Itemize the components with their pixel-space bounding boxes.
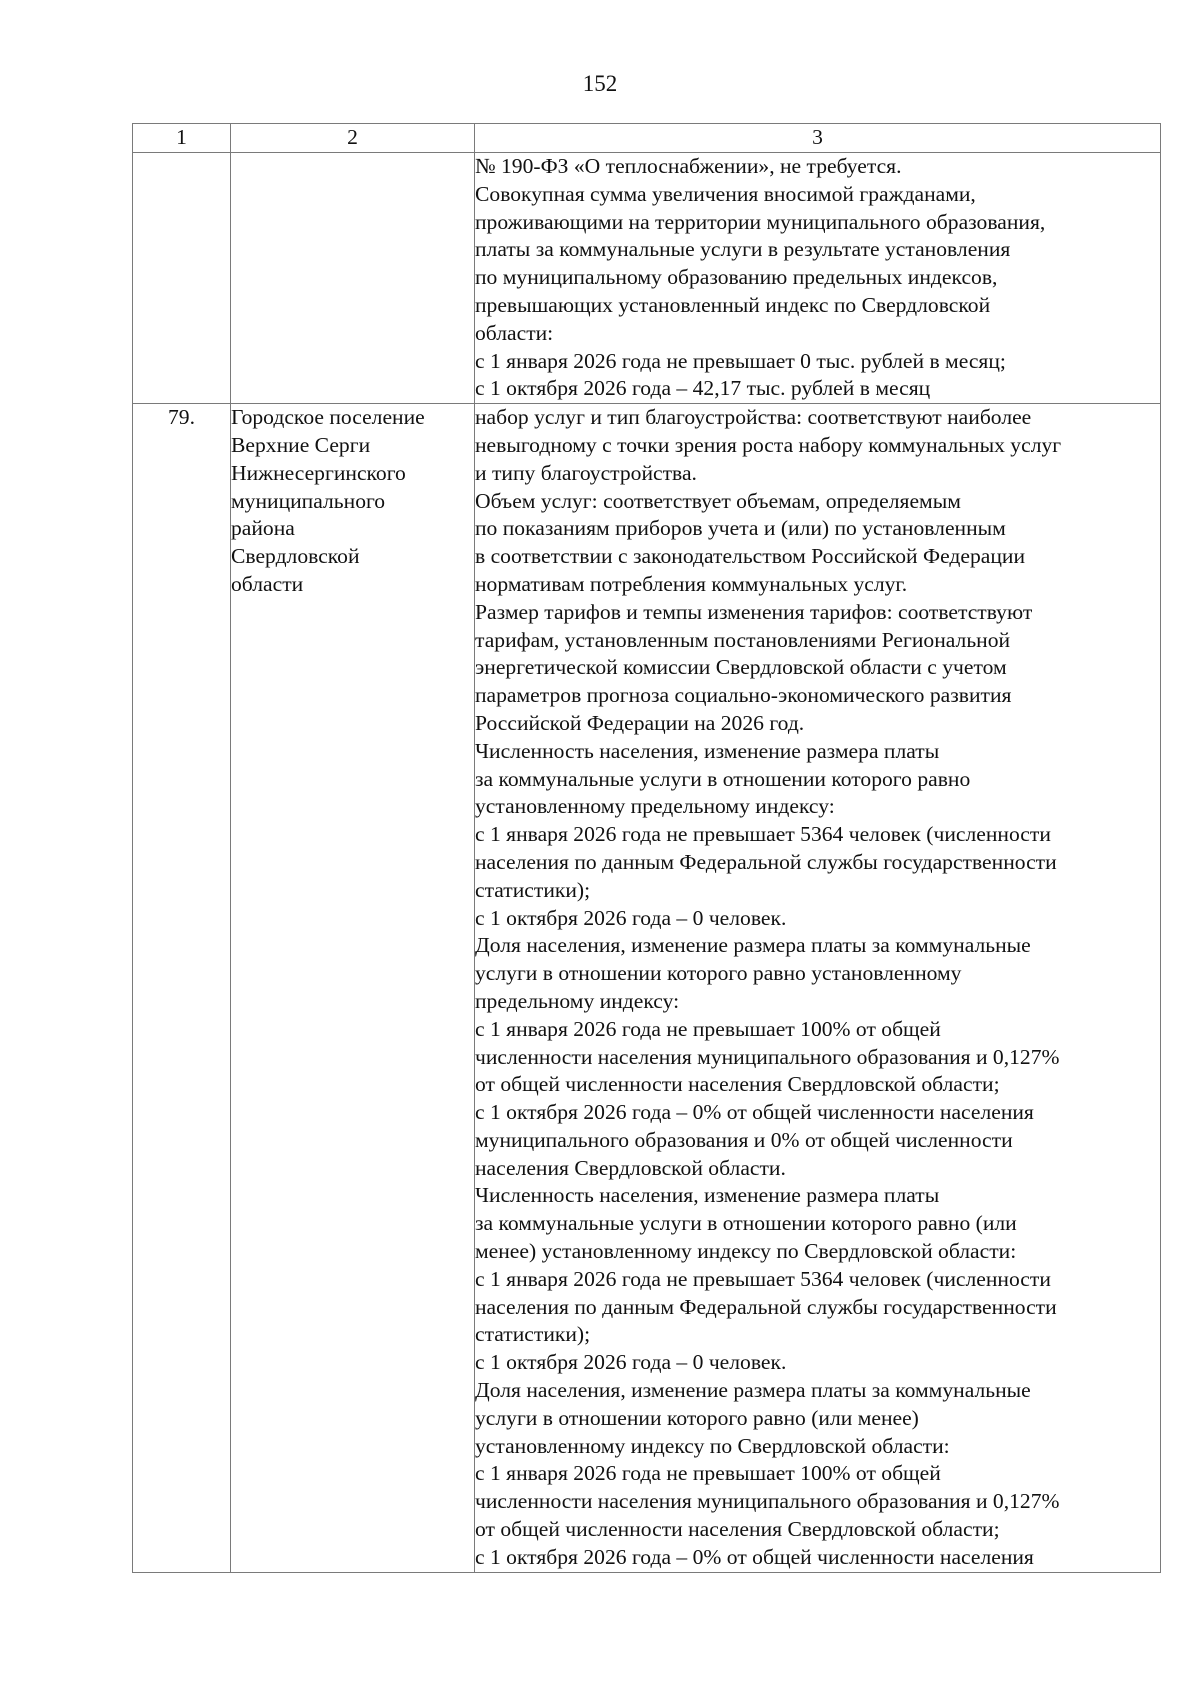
text-line: Объем услуг: соответствует объемам, определяемым: [475, 488, 961, 513]
text-line: с 1 января 2026 года не превышает 0 тыс. рублей в месяц;: [475, 348, 1006, 373]
text-line: по муниципальному образованию предельных индексов,: [475, 265, 998, 290]
text-line: № 190-ФЗ «О теплоснабжении», не требуется.: [475, 154, 902, 178]
text-line: с 1 октября 2026 года – 42,17 тыс. рублей в месяц: [475, 376, 931, 401]
text-line: с 1 октября 2026 года – 0% от общей численности населения: [475, 1100, 1034, 1125]
text-line: за коммунальные услуги в отношении которого равно (или: [475, 1211, 1017, 1236]
text-line: проживающими на территории муниципального образования,: [475, 209, 1046, 234]
text-line: набор услуг и тип благоустройства: соответствуют наиболее: [475, 405, 1032, 430]
column-header-3: 3: [475, 124, 1161, 153]
table-row-79: [133, 404, 1161, 1572]
text-line: населения Свердловской области.: [475, 1155, 786, 1180]
text-line: услуги в отношении которого равно (или менее): [475, 1405, 919, 1430]
municipality-name-cell: [231, 404, 475, 1572]
continuation-text-cell: [475, 153, 1161, 404]
text-line: установленному индексу по Свердловской области:: [475, 1433, 950, 1458]
text-line: превышающих установленный индекс по Свердловской: [475, 292, 991, 317]
text-line: с 1 октября 2026 года – 0 человек.: [475, 905, 787, 930]
column-header-2: 2: [231, 124, 475, 153]
text-line: статистики);: [475, 1322, 591, 1347]
text-line: населения по данным Федеральной службы государственности: [475, 1294, 1057, 1319]
text-line: численности населения муниципального образования и 0,127%: [475, 1044, 1060, 1069]
text-line: Размер тарифов и темпы изменения тарифов: соответствуют: [475, 599, 1033, 624]
municipality-name-line: муниципального: [231, 488, 386, 513]
text-line: Численность населения, изменение размера платы: [475, 1183, 940, 1208]
table-header-row: [133, 124, 1161, 153]
municipality-name-line: Городское поселение: [231, 405, 425, 430]
text-line: за коммунальные услуги в отношении которого равно: [475, 766, 971, 791]
text-line: от общей численности населения Свердловской области;: [475, 1072, 1000, 1097]
row-79-text-cell: [475, 404, 1161, 1572]
text-line: Доля населения, изменение размера платы за коммунальные: [475, 933, 1031, 958]
text-line: и типу благоустройства.: [475, 460, 697, 485]
text-line: энергетической комиссии Свердловской области с учетом: [475, 655, 1007, 680]
text-line: от общей численности населения Свердловской области;: [475, 1517, 1000, 1542]
text-line: Российской Федерации на 2026 год.: [475, 710, 805, 735]
text-line: Численность населения, изменение размера платы: [475, 738, 940, 763]
column-header-1: 1: [133, 124, 231, 153]
page-number: 152: [582, 71, 618, 96]
text-line: муниципального образования и 0% от общей численности: [475, 1127, 1013, 1152]
municipality-name-line: Верхние Серги: [231, 432, 371, 457]
continuation-number-cell: [133, 153, 231, 404]
text-line: параметров прогноза социально-экономического развития: [475, 683, 1012, 708]
document-table: [132, 123, 1161, 1573]
text-line: с 1 января 2026 года не превышает 5364 человек (численности: [475, 822, 1051, 847]
municipality-name-line: Нижнесергинского: [231, 460, 406, 485]
text-line: платы за коммунальные услуги в результате установления: [475, 237, 1011, 262]
text-line: населения по данным Федеральной службы государственности: [475, 849, 1057, 874]
table-row-continuation: [133, 153, 1161, 404]
text-line: невыгодному с точки зрения роста набору коммунальных услуг: [475, 432, 1062, 457]
text-line: Совокупная сумма увеличения вносимой гражданами,: [475, 181, 976, 206]
text-line: с 1 января 2026 года не превышает 100% от общей: [475, 1016, 941, 1041]
text-line: менее) установленному индексу по Свердловской области:: [475, 1239, 1017, 1264]
text-line: Доля населения, изменение размера платы за коммунальные: [475, 1378, 1031, 1403]
text-line: с 1 января 2026 года не превышает 5364 человек (численности: [475, 1266, 1051, 1291]
text-line: с 1 октября 2026 года – 0% от общей численности населения: [475, 1544, 1034, 1569]
municipality-name-line: области: [231, 571, 304, 596]
text-line: по показаниям приборов учета и (или) по установленным: [475, 516, 1006, 541]
text-line: статистики);: [475, 877, 591, 902]
text-line: с 1 января 2026 года не превышает 100% от общей: [475, 1461, 941, 1486]
continuation-name-cell: [231, 153, 475, 404]
text-line: предельному индексу:: [475, 988, 680, 1013]
municipality-name-line: Свердловской: [231, 544, 360, 569]
text-line: нормативам потребления коммунальных услуг.: [475, 571, 908, 596]
row-number: 79.: [133, 404, 231, 1572]
text-line: области:: [475, 320, 554, 345]
text-line: численности населения муниципального образования и 0,127%: [475, 1489, 1060, 1514]
text-line: установленному предельному индексу:: [475, 794, 835, 819]
text-line: услуги в отношении которого равно установленному: [475, 961, 962, 986]
text-line: с 1 октября 2026 года – 0 человек.: [475, 1350, 787, 1375]
municipality-name-line: района: [231, 516, 295, 541]
text-line: тарифам, установленным постановлениями Региональной: [475, 627, 1011, 652]
text-line: в соответствии с законодательством Российской Федерации: [475, 544, 1025, 569]
